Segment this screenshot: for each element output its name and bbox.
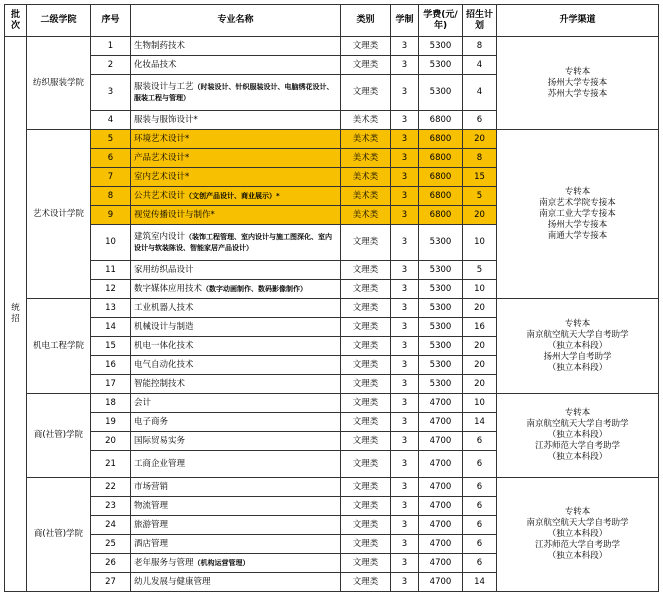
major-name-cell — [131, 535, 341, 554]
plan-cell: 10 — [463, 225, 497, 261]
table-row — [5, 299, 659, 318]
major-name: 智能控制技术 — [134, 378, 186, 389]
tuition-cell: 5300 — [419, 299, 463, 318]
category-cell: 文理类 — [341, 356, 391, 375]
plan-cell: 5 — [463, 261, 497, 280]
category-cell: 文理类 — [341, 451, 391, 478]
years-cell: 3 — [391, 535, 419, 554]
seq-cell: 5 — [91, 130, 131, 149]
seq-cell: 20 — [91, 432, 131, 451]
channel-line: 江苏师范大学自考助学 — [534, 441, 620, 451]
category-cell: 美术类 — [341, 149, 391, 168]
table-row — [5, 478, 659, 497]
plan-cell: 15 — [463, 168, 497, 187]
channel-line: （独立本科段） — [547, 430, 608, 440]
tuition-cell: 5300 — [419, 225, 463, 261]
seq-cell: 11 — [91, 261, 131, 280]
years-cell: 3 — [391, 206, 419, 225]
channel-line: 专转本 — [564, 408, 591, 418]
major-name: 电气自动化技术 — [134, 359, 194, 370]
years-cell: 3 — [391, 56, 419, 75]
header-channels: 升学渠道 — [497, 5, 659, 37]
category-cell: 文理类 — [341, 413, 391, 432]
plan-cell: 6 — [463, 451, 497, 478]
plan-cell: 20 — [463, 356, 497, 375]
enrollment-plan-table — [4, 4, 659, 592]
years-cell: 3 — [391, 187, 419, 206]
table-row — [5, 394, 659, 413]
seq-cell: 12 — [91, 280, 131, 299]
channel-line: 扬州大学专接本 — [547, 219, 608, 230]
major-name: 服装与服饰设计* — [134, 114, 198, 125]
category-cell: 文理类 — [341, 318, 391, 337]
major-name-cell — [131, 516, 341, 535]
major-name-cell — [131, 130, 341, 149]
major-name-cell — [131, 375, 341, 394]
major-name: 市场营销 — [134, 481, 169, 492]
major-name: 环境艺术设计* — [134, 133, 190, 144]
seq-cell: 3 — [91, 75, 131, 111]
tuition-cell: 4700 — [419, 413, 463, 432]
category-cell: 文理类 — [341, 299, 391, 318]
seq-cell: 4 — [91, 111, 131, 130]
major-name-cell — [131, 554, 341, 573]
header-seq: 序号 — [91, 5, 131, 37]
major-name-cell — [131, 356, 341, 375]
category-cell: 美术类 — [341, 111, 391, 130]
major-name-cell — [131, 149, 341, 168]
tuition-cell: 4700 — [419, 554, 463, 573]
tuition-cell: 5300 — [419, 375, 463, 394]
seq-cell: 27 — [91, 573, 131, 592]
major-name: 工业机器人技术 — [134, 302, 194, 313]
seq-cell: 1 — [91, 37, 131, 56]
plan-cell: 4 — [463, 75, 497, 111]
category-cell: 文理类 — [341, 535, 391, 554]
plan-cell: 16 — [463, 318, 497, 337]
years-cell: 3 — [391, 497, 419, 516]
seq-cell: 10 — [91, 225, 131, 261]
plan-cell: 4 — [463, 56, 497, 75]
channel-line: （独立本科段） — [547, 452, 608, 462]
seq-cell: 2 — [91, 56, 131, 75]
seq-cell: 8 — [91, 187, 131, 206]
major-name-cell — [131, 337, 341, 356]
seq-cell: 18 — [91, 394, 131, 413]
channel-line: 南通大学专接本 — [547, 230, 608, 241]
table-row — [5, 130, 659, 149]
years-cell: 3 — [391, 168, 419, 187]
plan-cell: 6 — [463, 535, 497, 554]
tuition-cell: 5300 — [419, 337, 463, 356]
major-name: 室内艺术设计* — [134, 171, 190, 182]
major-name: 生物制药技术 — [134, 40, 186, 51]
plan-cell: 6 — [463, 432, 497, 451]
tuition-cell: 6800 — [419, 168, 463, 187]
plan-cell: 10 — [463, 394, 497, 413]
major-name-cell — [131, 280, 341, 299]
category-cell: 文理类 — [341, 432, 391, 451]
plan-cell: 5 — [463, 187, 497, 206]
major-name: 化妆品技术 — [134, 59, 177, 70]
header-plan: 招生计划 — [463, 5, 497, 37]
category-cell: 文理类 — [341, 337, 391, 356]
major-name-cell — [131, 56, 341, 75]
seq-cell: 25 — [91, 535, 131, 554]
category-cell: 文理类 — [341, 75, 391, 111]
channel-line: 南京航空航天大学自考助学 — [526, 518, 629, 528]
major-name: 幼儿发展与健康管理 — [134, 576, 211, 587]
tuition-cell: 5300 — [419, 261, 463, 280]
plan-cell: 20 — [463, 337, 497, 356]
seq-cell: 22 — [91, 478, 131, 497]
major-name-cell — [131, 206, 341, 225]
major-name: 旅游管理 — [134, 519, 169, 530]
tuition-cell: 5300 — [419, 280, 463, 299]
plan-cell: 8 — [463, 37, 497, 56]
years-cell: 3 — [391, 413, 419, 432]
major-name-cell — [131, 478, 341, 497]
seq-cell: 7 — [91, 168, 131, 187]
college-cell: 艺术设计学院 — [27, 130, 91, 299]
major-name: 视觉传播设计与制作* — [134, 209, 215, 220]
major-name: 公共艺术设计 — [134, 190, 186, 201]
header-row — [5, 5, 659, 37]
channel-line: 南京工业大学专接本 — [539, 208, 616, 219]
tuition-cell: 4700 — [419, 478, 463, 497]
seq-cell: 14 — [91, 318, 131, 337]
major-name: 机械设计与制造 — [134, 321, 194, 332]
tuition-cell: 5300 — [419, 75, 463, 111]
college-cell: 纺织服装学院 — [27, 37, 91, 130]
seq-cell: 24 — [91, 516, 131, 535]
major-name-cell — [131, 413, 341, 432]
seq-cell: 17 — [91, 375, 131, 394]
plan-cell: 20 — [463, 375, 497, 394]
tuition-cell: 4700 — [419, 432, 463, 451]
years-cell: 3 — [391, 516, 419, 535]
category-cell: 文理类 — [341, 516, 391, 535]
major-direction: （时装设计、针织服装设计、电脑绣花设计、服装工程与管理） — [134, 82, 334, 102]
major-name-cell — [131, 394, 341, 413]
major-name-cell — [131, 318, 341, 337]
years-cell: 3 — [391, 356, 419, 375]
channels-cell — [497, 130, 659, 299]
major-name: 服装设计与工艺 — [134, 81, 194, 92]
major-name: 机电一体化技术 — [134, 340, 194, 351]
channel-line: 扬州大学专接本 — [547, 77, 608, 88]
plan-cell: 6 — [463, 478, 497, 497]
college-cell: 机电工程学院 — [27, 299, 91, 394]
seq-cell: 21 — [91, 451, 131, 478]
major-name: 酒店管理 — [134, 538, 169, 549]
years-cell: 3 — [391, 37, 419, 56]
tuition-cell: 4700 — [419, 497, 463, 516]
major-name: 家用纺织品设计 — [134, 264, 194, 275]
channel-line: 江苏师范大学自考助学 — [534, 540, 620, 550]
plan-cell: 6 — [463, 516, 497, 535]
table-body — [5, 37, 659, 592]
major-name: 国际贸易实务 — [134, 435, 186, 446]
major-name-cell — [131, 261, 341, 280]
years-cell: 3 — [391, 478, 419, 497]
header-category: 类别 — [341, 5, 391, 37]
tuition-cell: 4700 — [419, 535, 463, 554]
header-batch: 批次 — [5, 5, 27, 37]
category-cell: 文理类 — [341, 375, 391, 394]
channel-line: 专转本 — [564, 186, 591, 197]
years-cell: 3 — [391, 225, 419, 261]
category-cell: 文理类 — [341, 554, 391, 573]
category-cell: 文理类 — [341, 261, 391, 280]
years-cell: 3 — [391, 318, 419, 337]
years-cell: 3 — [391, 149, 419, 168]
major-direction: （数字动画制作、数码影像制作） — [202, 284, 308, 293]
major-name: 老年服务与管理 — [134, 557, 194, 568]
plan-cell: 10 — [463, 280, 497, 299]
tuition-cell: 4700 — [419, 394, 463, 413]
major-name: 电子商务 — [134, 416, 169, 427]
batch-cell: 统招 — [5, 37, 27, 592]
tuition-cell: 4700 — [419, 573, 463, 592]
channel-line: （独立本科段） — [547, 340, 608, 351]
plan-cell: 6 — [463, 497, 497, 516]
channels-cell — [497, 299, 659, 394]
category-cell: 美术类 — [341, 168, 391, 187]
channel-line: 南京艺术学院专接本 — [539, 197, 616, 208]
channel-line: 扬州大学自考助学 — [543, 351, 612, 362]
seq-cell: 9 — [91, 206, 131, 225]
channel-line: 专转本 — [564, 318, 591, 329]
plan-cell: 14 — [463, 413, 497, 432]
tuition-cell: 5300 — [419, 37, 463, 56]
header-years: 学制 — [391, 5, 419, 37]
plan-cell: 20 — [463, 130, 497, 149]
tuition-cell: 4700 — [419, 451, 463, 478]
major-direction: （机构运营管理） — [193, 558, 250, 567]
category-cell: 美术类 — [341, 130, 391, 149]
tuition-cell: 6800 — [419, 111, 463, 130]
category-cell: 文理类 — [341, 37, 391, 56]
seq-cell: 26 — [91, 554, 131, 573]
tuition-cell: 6800 — [419, 187, 463, 206]
major-name-cell — [131, 497, 341, 516]
major-name: 数字媒体应用技术 — [134, 283, 203, 294]
years-cell: 3 — [391, 261, 419, 280]
years-cell: 3 — [391, 451, 419, 478]
plan-cell: 20 — [463, 299, 497, 318]
channels-cell — [497, 37, 659, 130]
tuition-cell: 5300 — [419, 56, 463, 75]
category-cell: 美术类 — [341, 187, 391, 206]
major-name: 工商企业管理 — [134, 458, 186, 469]
header-tuition: 学费(元/年) — [419, 5, 463, 37]
seq-cell: 23 — [91, 497, 131, 516]
years-cell: 3 — [391, 394, 419, 413]
plan-cell: 20 — [463, 206, 497, 225]
header-college: 二级学院 — [27, 5, 91, 37]
tuition-cell: 4700 — [419, 516, 463, 535]
major-name: 建筑室内设计 — [134, 231, 186, 242]
category-cell: 文理类 — [341, 225, 391, 261]
tuition-cell: 5300 — [419, 356, 463, 375]
major-name-cell — [131, 187, 341, 206]
channel-line: 南京航空航天大学自考助学 — [526, 419, 629, 429]
years-cell: 3 — [391, 554, 419, 573]
major-direction: （文创产品设计、商业展示）* — [185, 191, 280, 200]
college-cell: 商(社管)学院 — [27, 394, 91, 478]
channels-cell — [497, 394, 659, 478]
plan-cell: 14 — [463, 573, 497, 592]
plan-cell: 8 — [463, 149, 497, 168]
tuition-cell: 6800 — [419, 130, 463, 149]
major-name-cell — [131, 451, 341, 478]
channel-line: （独立本科段） — [547, 362, 608, 373]
major-name-cell — [131, 573, 341, 592]
channel-line: 专转本 — [564, 66, 591, 77]
years-cell: 3 — [391, 337, 419, 356]
tuition-cell: 6800 — [419, 206, 463, 225]
channel-line: （独立本科段） — [547, 529, 608, 539]
category-cell: 文理类 — [341, 280, 391, 299]
category-cell: 文理类 — [341, 497, 391, 516]
seq-cell: 15 — [91, 337, 131, 356]
channel-line: 南京航空航天大学自考助学 — [526, 329, 629, 340]
years-cell: 3 — [391, 299, 419, 318]
years-cell: 3 — [391, 375, 419, 394]
major-name: 产品艺术设计* — [134, 152, 190, 163]
years-cell: 3 — [391, 111, 419, 130]
header-major: 专业名称 — [131, 5, 341, 37]
major-name-cell — [131, 168, 341, 187]
category-cell: 文理类 — [341, 394, 391, 413]
years-cell: 3 — [391, 130, 419, 149]
years-cell: 3 — [391, 573, 419, 592]
major-name-cell — [131, 111, 341, 130]
major-name-cell — [131, 225, 341, 261]
channel-line: （独立本科段） — [547, 551, 608, 561]
channel-line: 专转本 — [564, 507, 591, 517]
category-cell: 文理类 — [341, 478, 391, 497]
channel-line: 苏州大学专接本 — [547, 88, 608, 99]
seq-cell: 16 — [91, 356, 131, 375]
table-row — [5, 37, 659, 56]
plan-cell: 6 — [463, 111, 497, 130]
tuition-cell: 6800 — [419, 149, 463, 168]
major-name-cell — [131, 299, 341, 318]
college-cell: 商(社管)学院 — [27, 478, 91, 592]
years-cell: 3 — [391, 432, 419, 451]
major-name: 物流管理 — [134, 500, 169, 511]
major-name-cell — [131, 432, 341, 451]
major-name: 会计 — [134, 397, 152, 408]
major-direction: （装饰工程管理、室内设计与施工图深化、室内设计与软装陈设、智能家居产品设计） — [134, 232, 333, 252]
plan-cell: 6 — [463, 554, 497, 573]
seq-cell: 6 — [91, 149, 131, 168]
seq-cell: 13 — [91, 299, 131, 318]
channels-cell — [497, 478, 659, 592]
years-cell: 3 — [391, 75, 419, 111]
tuition-cell: 5300 — [419, 318, 463, 337]
major-name-cell — [131, 75, 341, 111]
category-cell: 美术类 — [341, 206, 391, 225]
major-name-cell — [131, 37, 341, 56]
category-cell: 文理类 — [341, 573, 391, 592]
years-cell: 3 — [391, 280, 419, 299]
category-cell: 文理类 — [341, 56, 391, 75]
seq-cell: 19 — [91, 413, 131, 432]
enrollment-table-wrapper — [4, 4, 659, 592]
